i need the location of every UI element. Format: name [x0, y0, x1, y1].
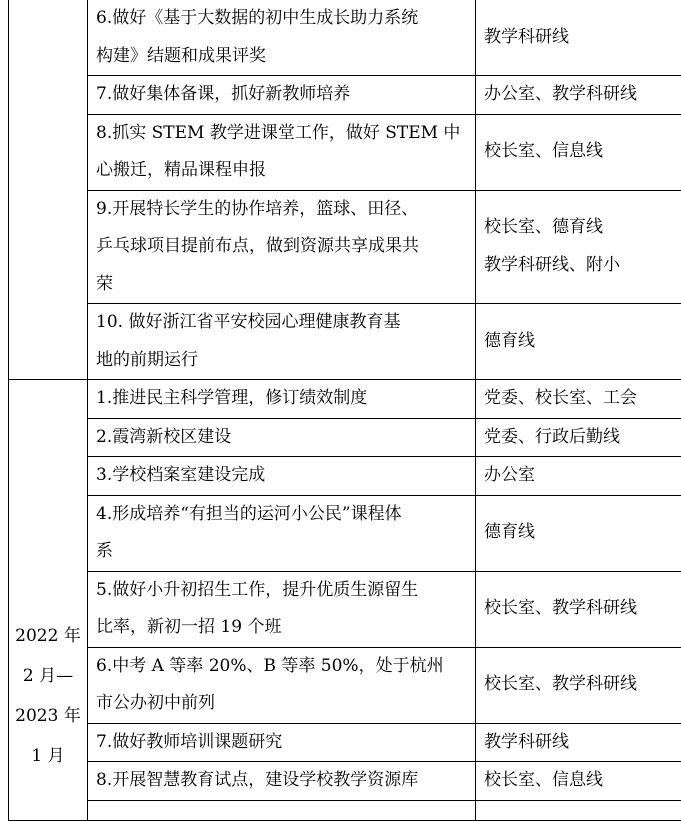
- department-text: 教学科研线: [484, 724, 681, 762]
- task-text: 7.做好集体备课，抓好新教师培养: [96, 76, 469, 114]
- period-line: 1 月: [9, 736, 87, 776]
- plan-row: [9, 76, 681, 115]
- task-cell: [88, 304, 476, 380]
- task-text: 6.做好《基于大数据的初中生成长助力系统: [96, 0, 469, 38]
- department-text: 办公室: [484, 457, 681, 495]
- department-cell: [476, 304, 681, 380]
- department-cell: [476, 571, 681, 647]
- department-cell: [476, 762, 681, 801]
- task-cell: [88, 571, 476, 647]
- task-text: 3.学校档案室建设完成: [96, 457, 469, 495]
- task-cell: [88, 495, 476, 571]
- task-text: 地的前期运行: [96, 342, 469, 380]
- period-cell: [9, 380, 88, 821]
- task-text: 6.中考 A 等率 20%、B 等率 50%，处于杭州: [96, 648, 469, 686]
- plan-row: [9, 114, 681, 190]
- department-cell: [476, 495, 681, 571]
- department-text: 德育线: [484, 323, 681, 361]
- department-text: 校长室、德育线: [484, 209, 681, 247]
- task-cell: [88, 800, 476, 820]
- department-cell: [476, 457, 681, 496]
- plan-row: [9, 495, 681, 571]
- department-cell: [476, 800, 681, 820]
- task-text: 8.开展智慧教育试点，建设学校教学资源库: [96, 762, 469, 800]
- department-text: 党委、校长室、工会: [484, 380, 681, 418]
- department-cell: [476, 190, 681, 304]
- department-text: 德育线: [484, 514, 681, 552]
- department-text: 校长室、信息线: [484, 133, 681, 171]
- period-line: 2023 年: [9, 696, 87, 736]
- department-text: 办公室、教学科研线: [484, 76, 681, 114]
- plan-row: [9, 304, 681, 380]
- work-plan-body: [9, 0, 681, 820]
- plan-row: [9, 762, 681, 801]
- task-cell: [88, 647, 476, 723]
- department-text: 教学科研线: [484, 19, 681, 57]
- period-line: 2022 年: [9, 616, 87, 656]
- plan-row: [9, 571, 681, 647]
- department-text: 教学科研线、附小: [484, 247, 681, 285]
- task-text: 心搬迁，精品课程申报: [96, 152, 469, 190]
- department-text: 党委、行政后勤线: [484, 419, 681, 457]
- task-cell: [88, 190, 476, 304]
- task-text: 荣: [96, 266, 469, 304]
- plan-row: [9, 190, 681, 304]
- plan-row: [9, 800, 681, 820]
- department-cell: [476, 76, 681, 115]
- plan-row: [9, 0, 681, 76]
- department-cell: [476, 418, 681, 457]
- period-cell: [9, 0, 88, 380]
- plan-row: [9, 457, 681, 496]
- plan-row: [9, 418, 681, 457]
- task-cell: [88, 114, 476, 190]
- task-text: 比率，新初一招 19 个班: [96, 609, 469, 647]
- task-cell: [88, 457, 476, 496]
- task-cell: [88, 762, 476, 801]
- department-text: 校长室、教学科研线: [484, 590, 681, 628]
- plan-row: [9, 380, 681, 419]
- department-text: 校长室、信息线: [484, 762, 681, 800]
- task-text: 10. 做好浙江省平安校园心理健康教育基: [96, 304, 469, 342]
- task-cell: [88, 418, 476, 457]
- department-cell: [476, 0, 681, 76]
- task-cell: [88, 0, 476, 76]
- plan-row: [9, 647, 681, 723]
- task-cell: [88, 76, 476, 115]
- task-text: 4.形成培养“有担当的运河小公民”课程体: [96, 496, 469, 534]
- task-text: 市公办初中前列: [96, 685, 469, 723]
- task-text: 8.抓实 STEM 教学进课堂工作，做好 STEM 中: [96, 115, 469, 153]
- department-cell: [476, 380, 681, 419]
- task-cell: [88, 723, 476, 762]
- task-cell: [88, 380, 476, 419]
- department-cell: [476, 114, 681, 190]
- task-text: 1.推进民主科学管理，修订绩效制度: [96, 380, 469, 418]
- task-text: 5.做好小升初招生工作，提升优质生源留生: [96, 572, 469, 610]
- plan-row: [9, 723, 681, 762]
- task-text: 乒乓球项目提前布点，做到资源共享成果共: [96, 228, 469, 266]
- period-line: 2 月—: [9, 656, 87, 696]
- task-text: 构建》结题和成果评奖: [96, 38, 469, 76]
- task-text: 7.做好教师培训课题研究: [96, 724, 469, 762]
- task-text: 9.开展特长学生的协作培养，篮球、田径、: [96, 191, 469, 229]
- task-text: 系: [96, 533, 469, 571]
- task-text: 2.霞湾新校区建设: [96, 419, 469, 457]
- department-cell: [476, 723, 681, 762]
- department-cell: [476, 647, 681, 723]
- department-text: 校长室、教学科研线: [484, 666, 681, 704]
- work-plan-table: [8, 0, 681, 821]
